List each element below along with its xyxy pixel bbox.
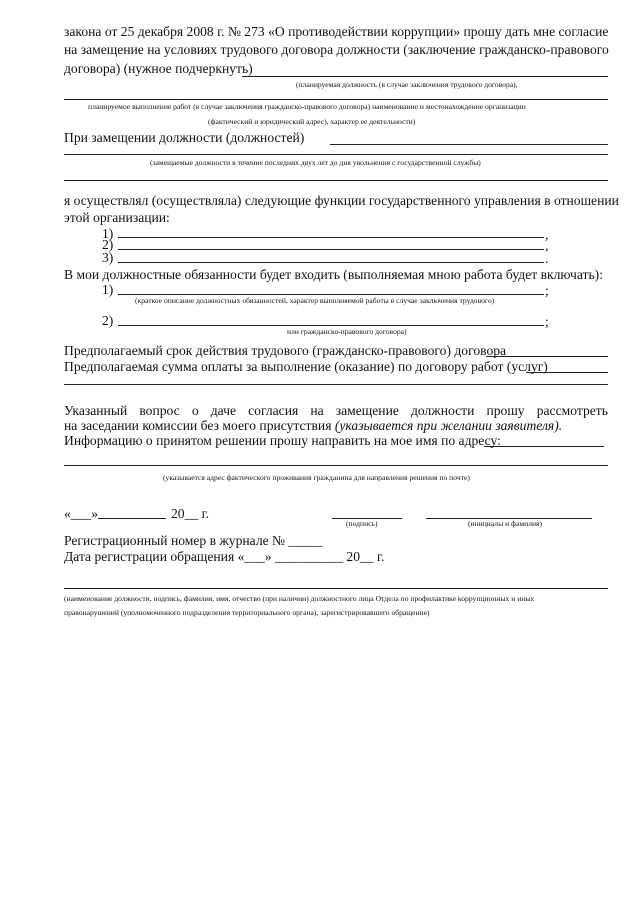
function-field-1[interactable] bbox=[118, 237, 544, 238]
name-caption: (инициалы и фамилия) bbox=[468, 519, 543, 528]
address-caption: (указывается адрес фактического проживания гражданина для направления решения по почте) bbox=[163, 473, 470, 482]
address-field-1[interactable] bbox=[484, 446, 604, 447]
duty-number-1: 1) bbox=[102, 282, 114, 297]
request-word: вопрос bbox=[139, 403, 180, 418]
functions-line-2: этой организации: bbox=[64, 210, 170, 225]
request-word: замещение bbox=[335, 403, 399, 418]
position-field-line[interactable] bbox=[242, 76, 608, 77]
function-number-3: 3) bbox=[102, 250, 114, 265]
signature-date-day[interactable]: «___» bbox=[64, 506, 98, 521]
contract-term-field[interactable] bbox=[486, 356, 608, 357]
positions-field-line-3[interactable] bbox=[64, 180, 608, 181]
request-word: рассмотреть bbox=[536, 403, 608, 418]
contract-sum-field[interactable] bbox=[526, 372, 608, 373]
positions-field-line-1[interactable] bbox=[330, 144, 608, 145]
function-end-3: . bbox=[545, 251, 549, 266]
registration-date-field[interactable]: __________ bbox=[275, 549, 343, 564]
function-end-2: , bbox=[545, 238, 549, 253]
official-caption-2: правонарушений (уполномоченного подразделения территориального органа), зарегистрировавшего обращение) bbox=[64, 608, 430, 617]
duty-field-2[interactable] bbox=[118, 325, 544, 326]
request-line-1 bbox=[64, 404, 608, 418]
function-field-3[interactable] bbox=[118, 262, 544, 263]
registration-date-text: Дата регистрации обращения «___» bbox=[64, 549, 272, 564]
positions-label: При замещении должности (должностей) bbox=[64, 130, 305, 145]
organization-field-line[interactable] bbox=[64, 99, 608, 100]
request-word: на bbox=[310, 403, 324, 418]
organization-address-caption: (фактический и юридический адрес), характер ее деятельности) bbox=[208, 117, 416, 126]
registration-number-label bbox=[64, 534, 322, 548]
registration-number-field[interactable]: _____ bbox=[288, 533, 323, 548]
request-line-2-text: на заседании комиссии без моего присутствия bbox=[64, 418, 335, 433]
request-line-2 bbox=[64, 419, 562, 433]
duty-field-1[interactable] bbox=[118, 294, 544, 295]
position-caption: (планируемая должность (в случае заключения трудового договора), bbox=[296, 80, 518, 89]
signature-date-year: 20__ г. bbox=[171, 506, 210, 521]
official-field[interactable] bbox=[64, 588, 608, 589]
duty-number-2: 2) bbox=[102, 313, 114, 328]
duties-label: В мои должностные обязанности будет входить (выполняемая мною работа будет включать): bbox=[64, 267, 603, 282]
positions-caption: (замещаемые должности в течение последних двух лет до дня увольнения с государственной службы) bbox=[150, 158, 481, 167]
request-word: прошу bbox=[486, 403, 525, 418]
registration-date-label bbox=[64, 550, 384, 564]
address-field-2[interactable] bbox=[64, 465, 608, 466]
intro-line-1: закона от 25 декабря 2008 г. № 273 «О противодействии коррупции» прошу дать мне согласие bbox=[64, 24, 609, 39]
duty-end-2: ; bbox=[545, 314, 549, 329]
request-word: должности bbox=[410, 403, 475, 418]
signature-date-month-field[interactable] bbox=[98, 518, 166, 519]
contract-sum-field-2[interactable] bbox=[64, 384, 608, 385]
request-word: согласия bbox=[248, 403, 299, 418]
function-number-1: 1) bbox=[102, 226, 114, 241]
request-word: о bbox=[191, 403, 199, 418]
request-word: Указанный bbox=[64, 403, 128, 418]
official-caption-1: (наименование должности, подпись, фамилия, имя, отчество (при наличии) должностного лица Отдела по профилактике коррупционных и иных bbox=[64, 594, 535, 603]
positions-field-line-2[interactable] bbox=[64, 154, 608, 155]
registration-date-year: 20__ г. bbox=[346, 549, 385, 564]
duties-caption-1: (краткое описание должностных обязанностей, характер выполняемой работы в случае заключения трудового) bbox=[135, 296, 495, 305]
function-end-1: , bbox=[545, 227, 549, 242]
registration-number-text: Регистрационный номер в журнале № bbox=[64, 533, 285, 548]
contract-sum-label: Предполагаемая сумма оплаты за выполнение (оказание) по договору работ (услуг) bbox=[64, 359, 548, 374]
organization-caption: планируемое выполнение работ (в случае заключения гражданско-правового договора) наименование и местонахождение организации bbox=[88, 102, 526, 111]
intro-line-2: на замещение на условиях трудового договора должности (заключение гражданско-правового bbox=[64, 42, 609, 57]
request-word: даче bbox=[210, 403, 237, 418]
functions-line-1: я осуществлял (осуществляла) следующие функции государственного управления в отношении bbox=[64, 193, 619, 208]
signature-caption: (подпись) bbox=[346, 519, 378, 528]
intro-line-3: договора) (нужное подчеркнуть) bbox=[64, 61, 253, 76]
request-line-3: Информацию о принятом решении прошу направить на мое имя по адресу: bbox=[64, 433, 501, 448]
request-line-2-note: (указывается при желании заявителя). bbox=[334, 418, 563, 433]
function-number-2: 2) bbox=[102, 237, 114, 252]
function-field-2[interactable] bbox=[118, 249, 544, 250]
duty-end-1: ; bbox=[545, 283, 549, 298]
contract-term-label: Предполагаемый срок действия трудового (гражданско-правового) договора bbox=[64, 343, 507, 358]
duties-caption-2: или гражданско-правового договора) bbox=[287, 327, 407, 336]
